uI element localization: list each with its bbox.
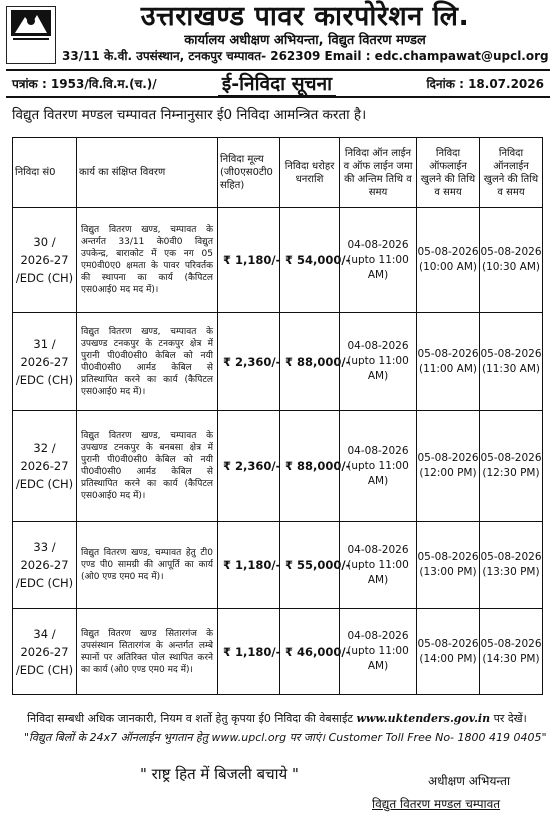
more-info-note [0,711,554,726]
earnest-money: ₹ 88,000/- [280,411,340,522]
col-header-description: कार्य का संक्षिप्त विवरण [77,138,218,208]
tender-number-line: 31 / [33,336,56,351]
tender-number-line: 2026-27 [20,558,69,572]
tender-number [13,522,77,609]
earnest-money: ₹ 46,000/- [280,609,340,695]
tender-number-line: 2026-27 [20,253,69,267]
online-opening-date [480,609,543,695]
tender-number-line: 2026-27 [20,354,69,369]
upcl-logo-graphic [7,7,55,63]
last-submission-date [340,411,417,522]
tender-number [13,208,77,313]
col-header-offline-opening: निविदा ऑफलाईन खुलने की तिथि व समय [417,138,480,208]
tender-number-line: 32 / [33,441,56,455]
tender-number-line: /EDC (CH) [15,477,74,491]
tender-fee: ₹ 2,360/- [218,313,280,411]
time-value: (upto 11:00 AM) [347,558,409,586]
earnest-money: ₹ 88,000/- [280,313,340,411]
date-value: 04-08-2026 [347,340,409,352]
last-submission-date [340,609,417,695]
date-value: 05-08-2026 [417,551,479,563]
date-value: 04-08-2026 [347,630,409,642]
tender-number [13,411,77,522]
tender-number-line: 30 / [33,235,56,249]
tender-number-line: 33 / [33,540,56,554]
online-opening-date [480,313,543,411]
work-description: विद्युत वितरण खण्ड, चम्पावत के उपखण्ड टनकपुर के बनबसा क्षेत्र में पुरानी पी0वी0सी0 केबिल को नयी पी0वी0सी0 आर्मड केबिल से प्रतिस्थापित करने का कार्य (कैपिटल एस0आई0 मद में)। [77,411,218,522]
time-value: (14:00 PM) [419,652,477,665]
billing-note: "विद्युत बिलों के 24x7 ऑनलाईन भुगतान हेतु www.upcl.org पर जाएं। Customer Toll Free No- 1800 419 0405" [24,731,547,744]
tender-fee: ₹ 1,180/- [218,522,280,609]
tender-number [13,313,77,411]
notice-date: दिनांक : 18.07.2026 [426,77,544,91]
online-opening-date [480,411,543,522]
signatory-title: अधीक्षण अभियन्ता [428,774,511,788]
title-divider [6,96,550,98]
work-description: विद्युत वितरण खण्ड, चम्पावत के उपखण्ड टनकपुर के टनकपुर क्षेत्र में पुरानी पी0वी0सी0 केबिल को नयी पी0वी0सी0 आर्मड केबिल से प्रतिस्थापित करने का कार्य (कैपिटल एस0आई0 मद में)। [77,313,218,411]
tender-number-line: 2026-27 [20,459,69,473]
last-submission-date [340,313,417,411]
time-value: (14:30 PM) [482,652,540,665]
date-value: 04-08-2026 [347,444,409,457]
col-header-online-opening: निविदा ऑनलाईन खुलने की तिथि व समय [480,138,543,208]
col-header-last-date: निविदा ऑन लाईन व ऑफ लाईन जमा की अन्तिम तिथि व समय [340,138,417,208]
offline-opening-date [417,313,480,411]
office-name: कार्यालय अधीक्षण अभियन्ता, विद्युत वितरण मण्डल [184,33,426,48]
tender-number-line: /EDC (CH) [15,271,74,285]
table-row [13,208,543,313]
notice-title-text: ई-निविदा सूचना [218,73,336,97]
tender-number-line: 2026-27 [20,644,69,659]
date-value: 04-08-2026 [347,238,409,251]
date-value: 05-08-2026 [480,551,542,563]
table-row [13,609,543,695]
time-value: (upto 11:00 AM) [347,645,409,672]
last-submission-date [340,208,417,313]
time-value: (11:00 AM) [418,362,478,375]
time-value: (11:30 AM) [481,362,541,375]
date-value: 05-08-2026 [417,347,479,360]
col-header-fee: निविदा मूल्य (जी0एस0टी0 सहित) [218,138,280,208]
time-value: (12:30 PM) [482,467,540,479]
offline-opening-date [417,522,480,609]
date-value: 05-08-2026 [480,637,542,650]
time-value: (upto 11:00 AM) [347,459,409,487]
col-header-emd: निविदा धरोहर धनराशि [280,138,340,208]
tender-fee: ₹ 1,180/- [218,609,280,695]
date-value: 05-08-2026 [480,246,542,258]
time-value: (upto 11:00 AM) [347,253,409,281]
work-description: विद्युत वितरण खण्ड, चम्पावत हेतु टी0 एण्ड पी0 सामग्री की आपूर्ति का कार्य (ओ0 एण्ड एम0 मद में)। [77,522,218,609]
online-opening-date [480,208,543,313]
tender-number-line: /EDC (CH) [15,576,74,590]
more-info-text: निविदा सम्बधी अधिक जानकारी, नियम व शर्तो हेतु कृपया ई0 निविदा की वेबसाईट [27,712,353,725]
tender-fee: ₹ 2,360/- [218,411,280,522]
tender-number-line: /EDC (CH) [15,662,74,677]
col-header-number: निविदा सं0 [13,138,77,208]
offline-opening-date [417,208,480,313]
tender-number-line: /EDC (CH) [15,372,74,387]
online-opening-date [480,522,543,609]
date-value: 05-08-2026 [480,347,542,360]
upcl-logo [6,6,56,64]
time-value: (12:00 PM) [419,467,477,479]
time-value: (10:30 AM) [481,261,541,273]
work-description: विद्युत वितरण खण्ड, चम्पावत के अन्तर्गत 33/11 के0वी0 विद्युत उपकेन्द्र, बाराकोट में एक नग 05 एम0वी0ए0 क्षमता के पावर परिवर्तक की स्थापना का कार्य (कैपिटल एस0आई0 मद मद में)। [77,208,218,313]
date-value: 05-08-2026 [480,452,542,464]
offline-opening-date [417,609,480,695]
time-value: (upto 11:00 AM) [347,355,409,382]
letterhead [0,0,554,70]
earnest-money: ₹ 54,000/- [280,208,340,313]
table-row [13,411,543,522]
table-header-row [13,138,543,208]
date-value: 05-08-2026 [417,637,479,650]
date-value: 05-08-2026 [417,452,479,464]
reference-number: पत्रांक : 1953/वि.वि.म.(च.)/ [12,77,157,91]
time-value: (13:30 PM) [482,566,540,578]
slogan: " राष्ट्र हित में बिजली बचाये " [140,765,299,783]
tender-website-link[interactable]: www.uktenders.gov.in [356,712,491,725]
table-row [13,313,543,411]
time-value: (10:00 AM) [418,261,478,273]
more-info-suffix: पर देखें। [493,712,527,725]
table-row [13,522,543,609]
tender-table [12,137,543,695]
earnest-money: ₹ 55,000/- [280,522,340,609]
intro-text: विद्युत वितरण मण्डल चम्पावत निम्नानुसार ई0 निविदा आमन्त्रित करता है। [12,107,367,123]
work-description: विद्युत वितरण खण्ड सितारगंज के उपसंस्थान सितारगंज के अन्तर्गत लम्बे स्पानों पर अतिरिक्त पोल स्थापित करने का कार्य (ओ0 एण्ड एम0 मद में)। [77,609,218,695]
date-value: 05-08-2026 [417,246,479,258]
tender-fee: ₹ 1,180/- [218,208,280,313]
organisation-name: उत्तराखण्ड पावर कारपोरेशन लि. [140,1,470,32]
signatory-office: विद्युत वितरण मण्डल चम्पावत [372,797,501,811]
tender-number [13,609,77,695]
tender-number-line: 34 / [33,626,56,641]
time-value: (13:00 PM) [419,566,477,578]
date-value: 04-08-2026 [347,543,409,556]
last-submission-date [340,522,417,609]
office-address: 33/11 के.वी. उपसंस्थान, टनकपुर चम्पावत- 262309 Email : edc.champawat@upcl.org [62,49,549,63]
offline-opening-date [417,411,480,522]
